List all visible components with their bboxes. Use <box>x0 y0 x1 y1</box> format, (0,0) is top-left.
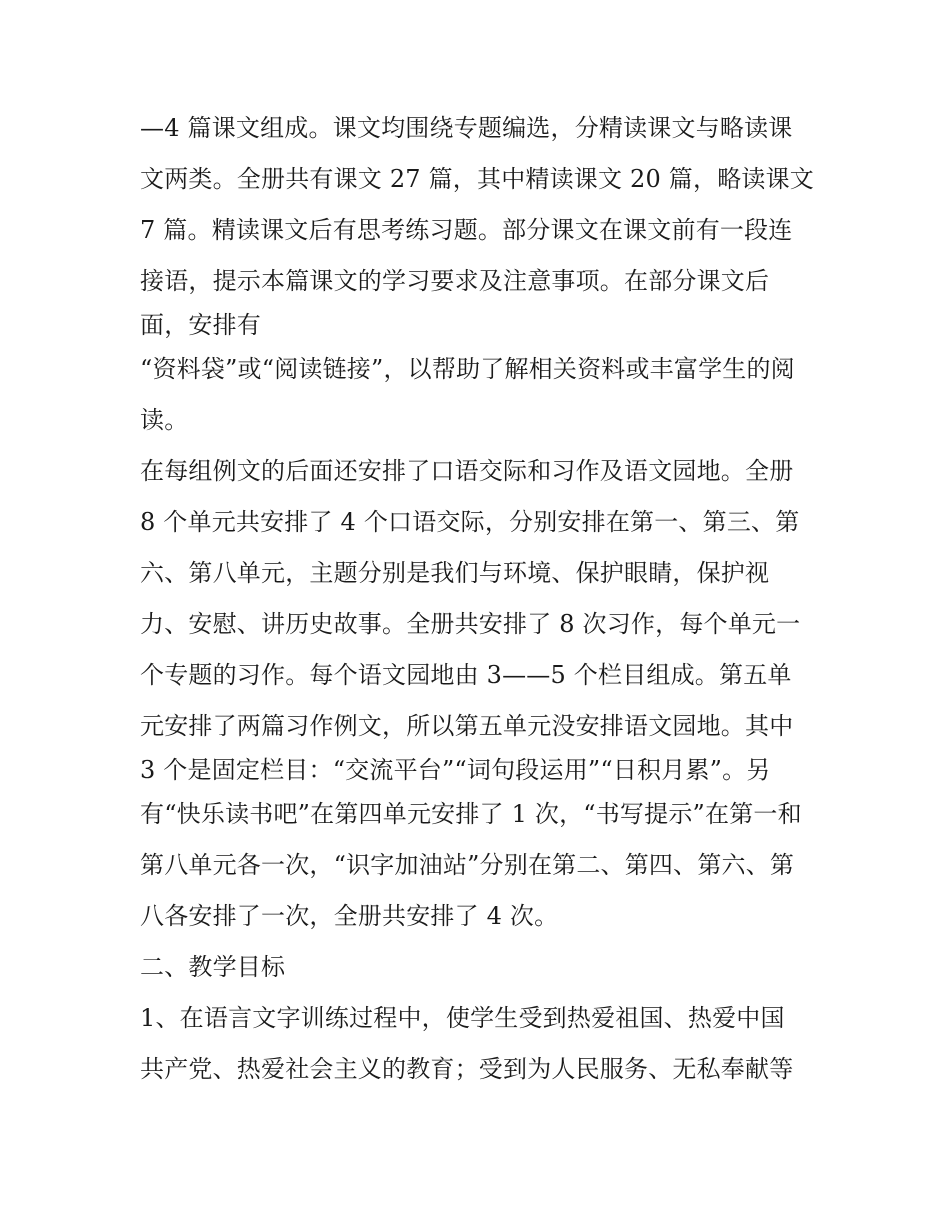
text-line: 面，安排有 <box>140 311 261 339</box>
text-line: 八各安排了一次，全册共安排了 4 次。 <box>140 902 559 930</box>
text-line: 8 个单元共安排了 4 个口语交际，分别安排在第一、第三、第 <box>140 508 800 536</box>
text-line: 读。 <box>140 406 189 434</box>
text-line: —4 篇课文组成。课文均围绕专题编选，分精读课文与略读课 <box>140 114 793 142</box>
text-line: 文两类。全册共有课文 27 篇，其中精读课文 20 篇，略读课文 <box>140 165 814 193</box>
text-line: 力、安慰、讲历史故事。全册共安排了 8 次习作，每个单元一 <box>140 610 801 638</box>
text-line: 7 篇。精读课文后有思考练习题。部分课文在课文前有一段连 <box>140 216 793 244</box>
text-line: 第八单元各一次，“识字加油站”分别在第二、第四、第六、第 <box>140 851 795 879</box>
text-line: 有“快乐读书吧”在第四单元安排了 1 次，“书写提示”在第一和 <box>140 800 802 828</box>
text-line: 3 个是固定栏目：“交流平台”“词句段运用”“日积月累”。另 <box>140 756 771 784</box>
text-line: 六、第八单元，主题分别是我们与环境、保护眼睛，保护视 <box>140 559 770 587</box>
text-line: 元安排了两篇习作例文，所以第五单元没安排语文园地。其中 <box>140 712 794 740</box>
section-heading: 二、教学目标 <box>140 953 286 981</box>
text-line: 共产党、热爱社会主义的教育；受到为人民服务、无私奉献等 <box>140 1055 794 1083</box>
text-line: “资料袋”或“阅读链接”，以帮助了解相关资料或丰富学生的阅 <box>140 355 795 383</box>
text-line: 在每组例文的后面还安排了口语交际和习作及语文园地。全册 <box>140 457 794 485</box>
text-line: 个专题的习作。每个语文园地由 3——5 个栏目组成。第五单 <box>140 661 792 689</box>
document-body <box>140 103 830 1095</box>
text-line: 接语，提示本篇课文的学习要求及注意事项。在部分课文后 <box>140 267 770 295</box>
text-line: 1、在语言文字训练过程中，使学生受到热爱祖国、热爱中国 <box>140 1004 785 1032</box>
